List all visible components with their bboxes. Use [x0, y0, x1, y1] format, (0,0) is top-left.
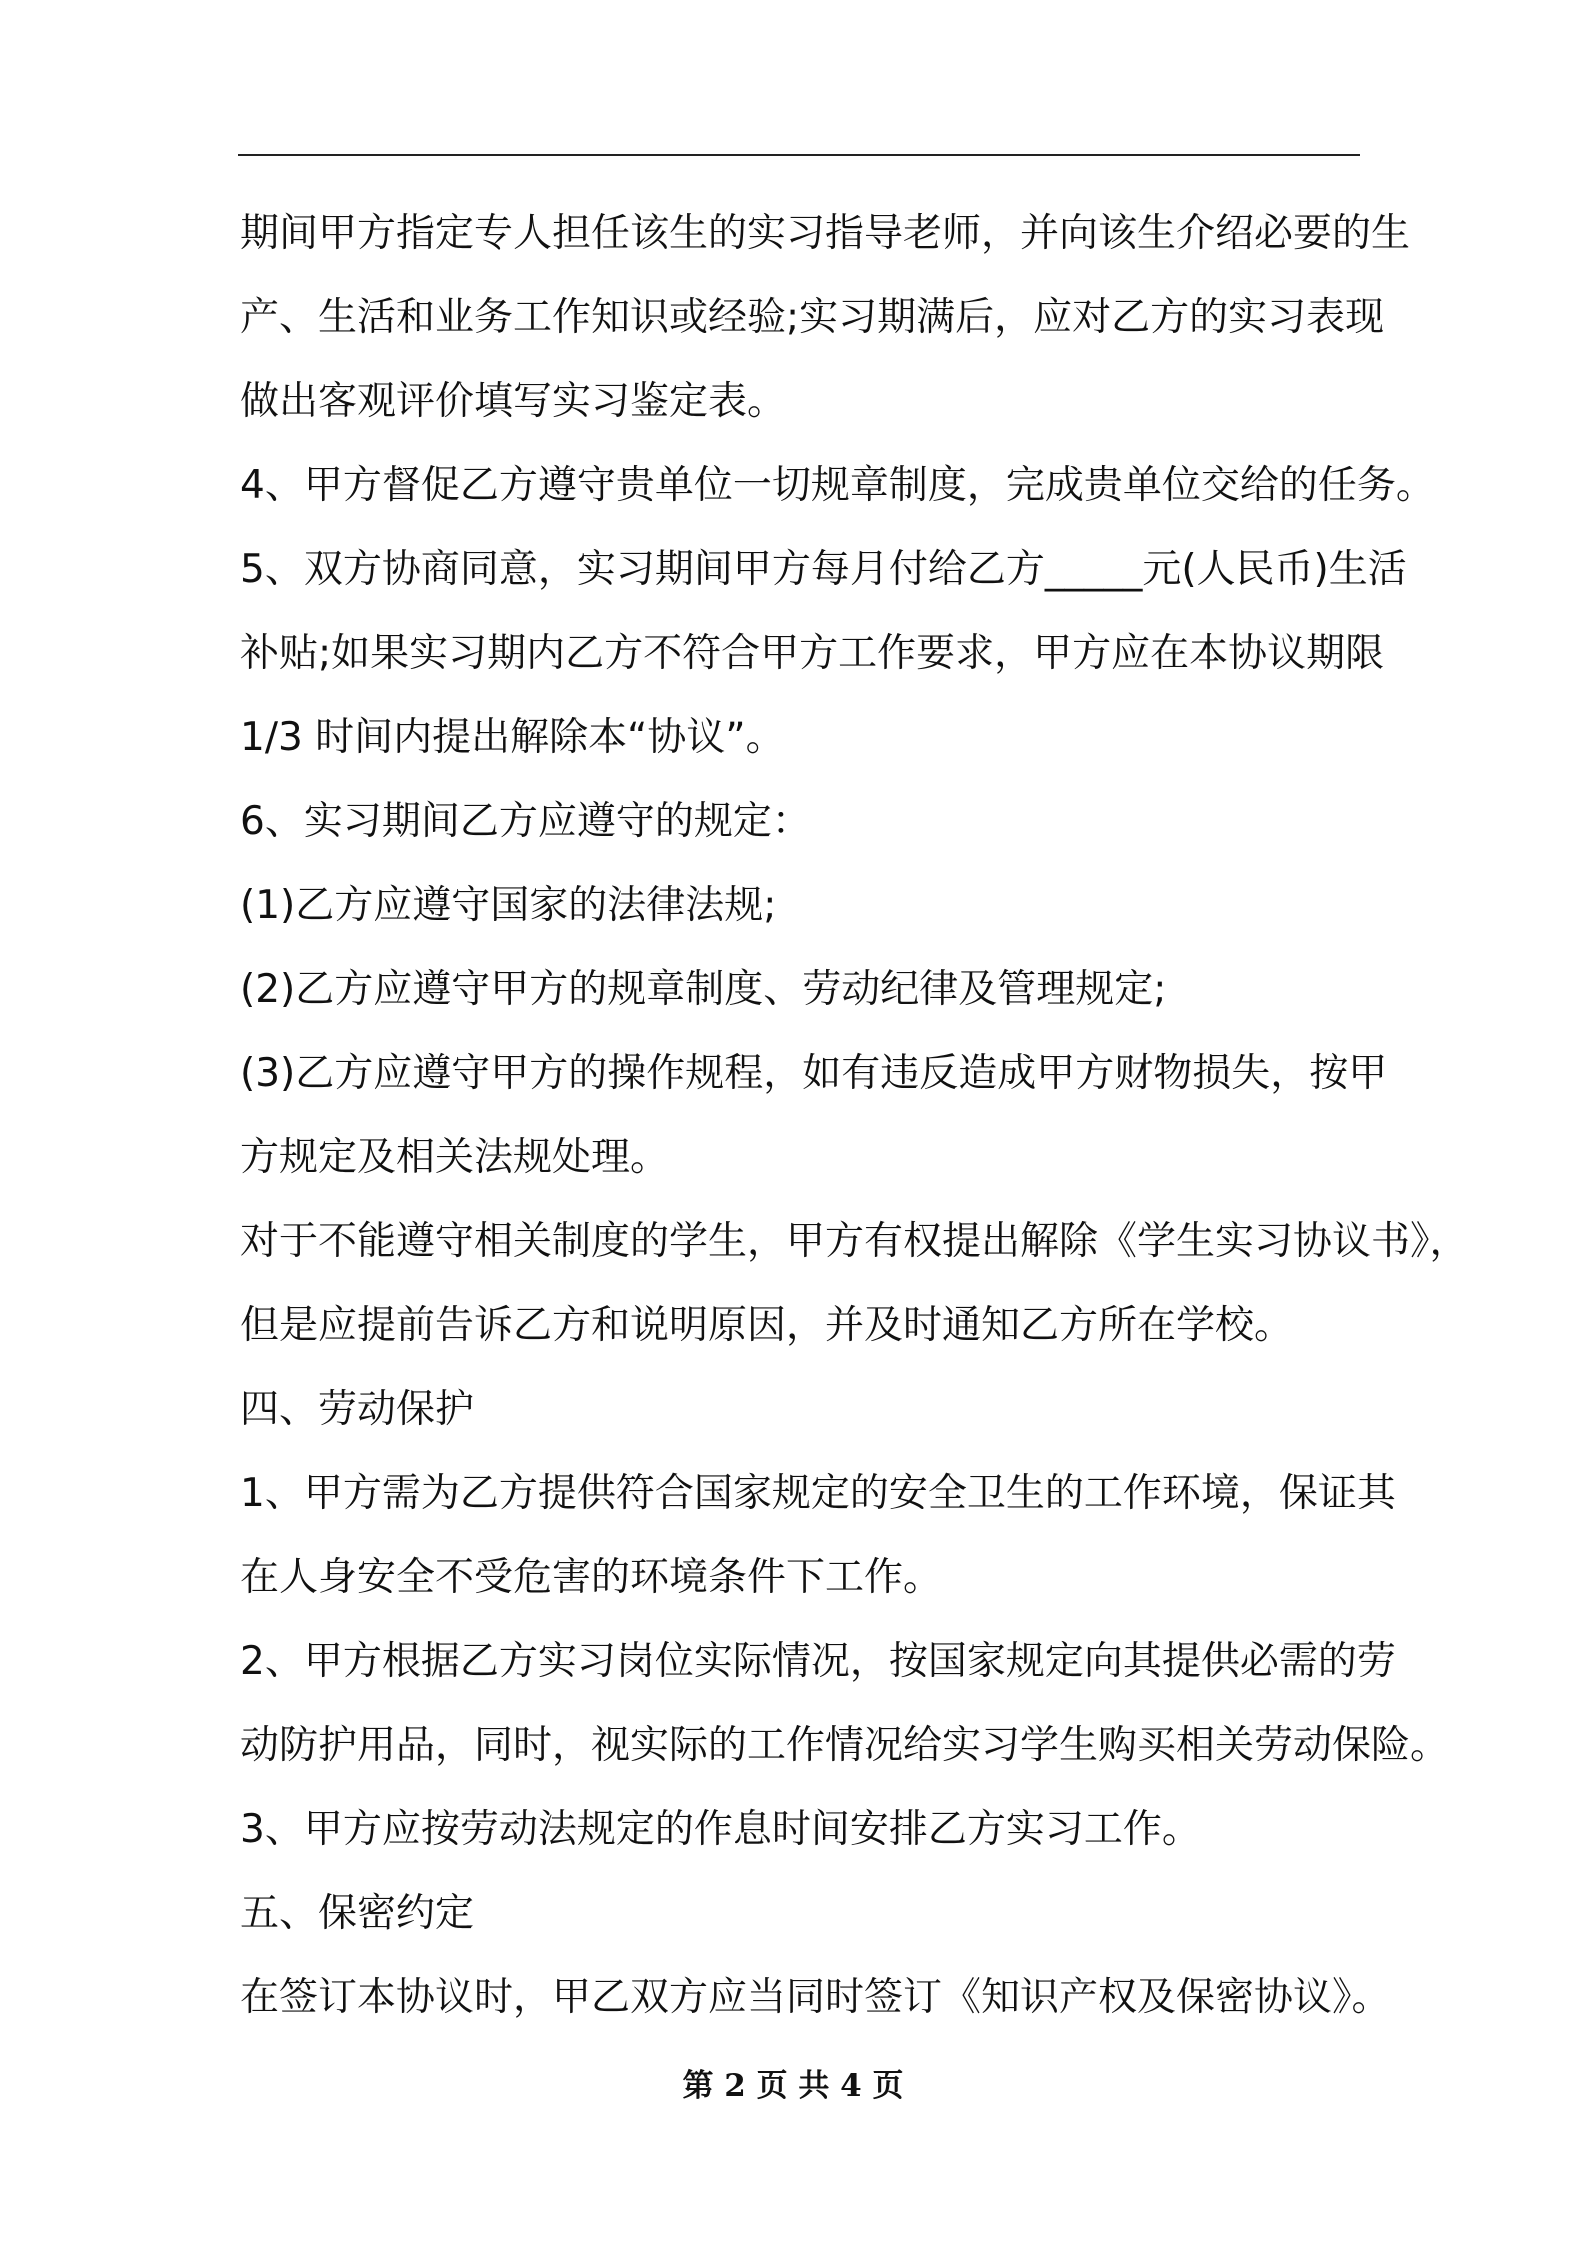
page-number: 第 2 页 共 4 页: [682, 2068, 904, 2104]
text-line: 期间甲方指定专人担任该生的实习指导老师，并向该生介绍必要的生: [240, 211, 1411, 256]
text-line: 1/3 时间内提出解除本“协议”。: [240, 715, 785, 760]
header-rule: [238, 154, 1360, 156]
text-line: 6、实习期间乙方应遵守的规定：: [240, 799, 811, 844]
text-line: 5、双方协商同意，实习期间甲方每月付给乙方_____元(人民币)生活: [240, 547, 1407, 592]
text-line: 但是应提前告诉乙方和说明原因，并及时通知乙方所在学校。: [240, 1303, 1294, 1348]
text-line: 2、甲方根据乙方实习岗位实际情况，按国家规定向其提供必需的劳: [240, 1639, 1396, 1684]
text-line: 对于不能遵守相关制度的学生，甲方有权提出解除《学生实习协议书》，: [240, 1219, 1469, 1264]
text-line: (3)乙方应遵守甲方的操作规程，如有违反造成甲方财物损失，按甲: [240, 1051, 1388, 1096]
text-line: 方规定及相关法规处理。: [240, 1135, 670, 1180]
text-line: 在人身安全不受危害的环境条件下工作。: [240, 1555, 943, 1600]
text-line: 产、生活和业务工作知识或经验;实习期满后，应对乙方的实习表现: [240, 295, 1385, 340]
document-body: [240, 192, 1469, 2040]
text-line: (1)乙方应遵守国家的法律法规;: [240, 883, 777, 928]
text-line: 3、甲方应按劳动法规定的作息时间安排乙方实习工作。: [240, 1807, 1201, 1852]
text-line: 4、甲方督促乙方遵守贵单位一切规章制度，完成贵单位交给的任务。: [240, 463, 1435, 508]
text-line: 做出客观评价填写实习鉴定表。: [240, 379, 787, 424]
section-heading: 四、劳动保护: [240, 1387, 475, 1432]
text-line: 在签订本协议时，甲乙双方应当同时签订《知识产权及保密协议》。: [240, 1975, 1391, 2020]
text-line: 动防护用品，同时，视实际的工作情况给实习学生购买相关劳动保险。: [240, 1723, 1450, 1768]
text-line: 1、甲方需为乙方提供符合国家规定的安全卫生的工作环境，保证其: [240, 1471, 1396, 1516]
text-line: 补贴;如果实习期内乙方不符合甲方工作要求，甲方应在本协议期限: [240, 631, 1385, 676]
section-heading: 五、保密约定: [240, 1891, 475, 1936]
text-line: (2)乙方应遵守甲方的规章制度、劳动纪律及管理规定;: [240, 967, 1167, 1012]
